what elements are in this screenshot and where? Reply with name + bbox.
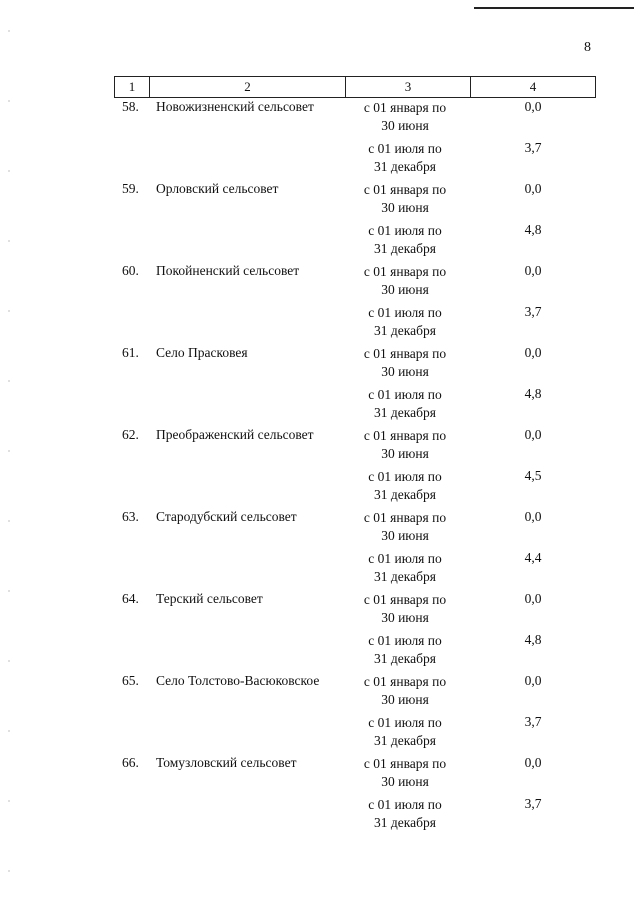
value-first-half: 0,0	[524, 99, 542, 114]
period-line: 31 декабря	[374, 732, 436, 748]
period-line: 31 декабря	[374, 158, 436, 174]
period-second-half	[350, 140, 460, 175]
settlement-name: Томузловский сельсовет	[156, 755, 297, 770]
period-second-half	[350, 222, 460, 257]
period-first-half	[350, 509, 460, 544]
period-first-half	[350, 591, 460, 626]
value-second-half: 4,8	[524, 222, 542, 237]
period-line: с 01 января по	[363, 756, 447, 771]
period-line: 31 декабря	[374, 322, 436, 338]
period-line: с 01 января по	[363, 592, 447, 607]
table-row	[0, 181, 640, 263]
period-line: 31 декабря	[374, 814, 436, 830]
period-line: с 01 июля по	[368, 305, 442, 320]
value-second-half: 4,4	[524, 550, 542, 565]
table-row	[0, 345, 640, 427]
row-number: 66.	[122, 755, 139, 770]
period-line: 30 июня	[381, 691, 429, 707]
table-row	[0, 263, 640, 345]
row-number: 63.	[122, 509, 139, 524]
value-second-half: 3,7	[524, 140, 542, 155]
value-second-half: 4,8	[524, 386, 542, 401]
settlement-name: Преображенский сельсовет	[156, 427, 314, 442]
period-line: с 01 января по	[363, 100, 447, 115]
settlement-name: Новожизненский сельсовет	[156, 99, 314, 114]
period-first-half	[350, 755, 460, 790]
settlement-name: Терский сельсовет	[156, 591, 263, 606]
row-number: 60.	[122, 263, 139, 278]
row-number: 65.	[122, 673, 139, 688]
period-line: с 01 июля по	[368, 551, 442, 566]
period-line: 31 декабря	[374, 240, 436, 256]
row-number: 61.	[122, 345, 139, 360]
period-first-half	[350, 181, 460, 216]
settlement-name: Стародубский сельсовет	[156, 509, 297, 524]
header-col-4: 4	[470, 76, 596, 98]
period-line: 31 декабря	[374, 650, 436, 666]
value-first-half: 0,0	[524, 181, 542, 196]
period-line: с 01 января по	[363, 510, 447, 525]
period-line: 30 июня	[381, 527, 429, 543]
period-line: 30 июня	[381, 609, 429, 625]
period-line: с 01 января по	[363, 674, 447, 689]
period-line: 30 июня	[381, 199, 429, 215]
value-second-half: 3,7	[524, 304, 542, 319]
value-second-half: 4,8	[524, 632, 542, 647]
period-line: 30 июня	[381, 445, 429, 461]
period-line: 30 июня	[381, 281, 429, 297]
value-first-half: 0,0	[524, 591, 542, 606]
period-first-half	[350, 673, 460, 708]
row-number: 62.	[122, 427, 139, 442]
value-first-half: 0,0	[524, 427, 542, 442]
period-second-half	[350, 468, 460, 503]
period-line: с 01 июля по	[368, 223, 442, 238]
header-col-1: 1	[114, 76, 150, 98]
page-number: 8	[584, 40, 591, 55]
period-second-half	[350, 714, 460, 749]
period-second-half	[350, 796, 460, 831]
value-first-half: 0,0	[524, 673, 542, 688]
value-second-half: 3,7	[524, 796, 542, 811]
header-col-2: 2	[149, 76, 346, 98]
period-second-half	[350, 304, 460, 339]
period-line: 30 июня	[381, 773, 429, 789]
value-first-half: 0,0	[524, 263, 542, 278]
period-line: 30 июня	[381, 117, 429, 133]
period-line: с 01 июля по	[368, 715, 442, 730]
period-second-half	[350, 386, 460, 421]
period-first-half	[350, 99, 460, 134]
table-row	[0, 427, 640, 509]
value-first-half: 0,0	[524, 345, 542, 360]
settlement-name: Село Толстово-Васюковское	[156, 673, 320, 688]
table-row	[0, 755, 640, 837]
period-first-half	[350, 263, 460, 298]
header-col-3: 3	[345, 76, 471, 98]
value-second-half: 3,7	[524, 714, 542, 729]
period-line: с 01 января по	[363, 428, 447, 443]
top-rule	[474, 7, 634, 9]
period-line: с 01 июля по	[368, 633, 442, 648]
period-second-half	[350, 550, 460, 585]
table-row	[0, 99, 640, 181]
table-row	[0, 591, 640, 673]
period-first-half	[350, 345, 460, 380]
period-line: с 01 июля по	[368, 387, 442, 402]
value-first-half: 0,0	[524, 755, 542, 770]
table-row	[0, 509, 640, 591]
period-line: 31 декабря	[374, 486, 436, 502]
period-line: 30 июня	[381, 363, 429, 379]
period-line: с 01 января по	[363, 264, 447, 279]
period-line: с 01 июля по	[368, 141, 442, 156]
period-line: с 01 января по	[363, 182, 447, 197]
period-second-half	[350, 632, 460, 667]
period-line: 31 декабря	[374, 568, 436, 584]
period-line: 31 декабря	[374, 404, 436, 420]
value-second-half: 4,5	[524, 468, 542, 483]
row-number: 64.	[122, 591, 139, 606]
period-first-half	[350, 427, 460, 462]
table-row	[0, 673, 640, 755]
settlement-name: Село Прасковея	[156, 345, 248, 360]
value-first-half: 0,0	[524, 509, 542, 524]
period-line: с 01 июля по	[368, 469, 442, 484]
row-number: 59.	[122, 181, 139, 196]
period-line: с 01 января по	[363, 346, 447, 361]
period-line: с 01 июля по	[368, 797, 442, 812]
row-number: 58.	[122, 99, 139, 114]
settlement-name: Покойненский сельсовет	[156, 263, 300, 278]
settlement-name: Орловский сельсовет	[156, 181, 279, 196]
